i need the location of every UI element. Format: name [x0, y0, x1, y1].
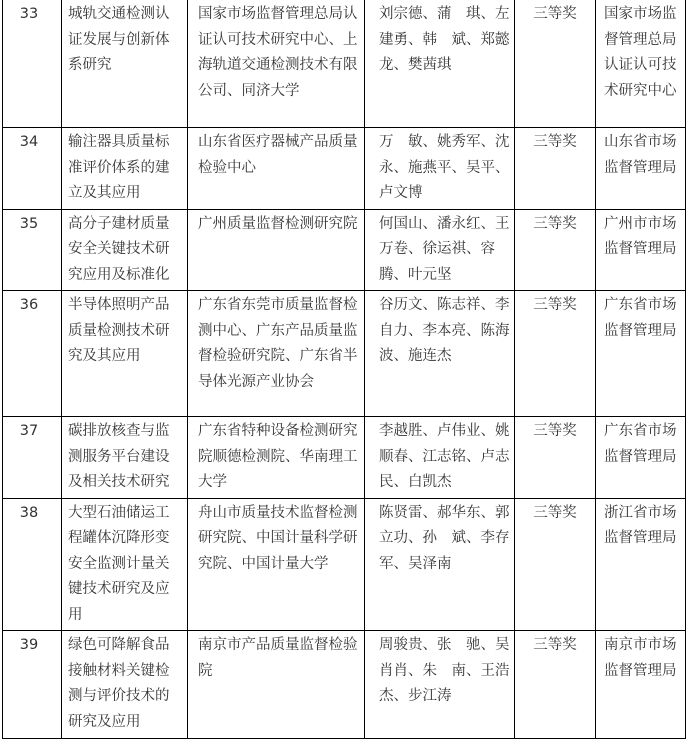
- completing-people: 陈贤雷、郝华东、郭立功、孙 斌、李存军、吴泽南: [365, 498, 515, 631]
- completing-people: 周骏贵、张 驰、吴肖肖、朱 南、王浩杰、步江涛: [365, 631, 515, 739]
- award-level: 三等奖: [515, 417, 596, 499]
- completing-people: 刘宗德、蒲 琪、左建勇、韩 斌、郑懿龙、樊茜琪: [365, 0, 515, 128]
- completing-people: 谷历文、陈志祥、李自力、李本亮、陈海波、施连杰: [365, 291, 515, 417]
- recommending-unit: 广东省市场监督管理局: [596, 417, 686, 499]
- table-row: [3, 291, 686, 417]
- table-row: [3, 128, 686, 210]
- recommending-unit: 山东省市场监督管理局: [596, 128, 686, 210]
- project-name: 绿色可降解食品接触材料关键检测与评价技术的研究及应用: [62, 631, 188, 739]
- row-number: 36: [3, 291, 62, 417]
- awards-table: [2, 0, 686, 739]
- project-name: 高分子建材质量安全关键技术研究应用及标准化: [62, 209, 188, 291]
- project-name: 大型石油储运工程罐体沉降形变安全监测计量关键技术研究及应用: [62, 498, 188, 631]
- completing-units: 舟山市质量技术监督检测研究院、中国计量科学研究院、中国计量大学: [188, 498, 365, 631]
- completing-units: 广东省特种设备检测研究院顺德检测院、华南理工大学: [188, 417, 365, 499]
- table-row: [3, 417, 686, 499]
- recommending-unit: 浙江省市场监督管理局: [596, 498, 686, 631]
- completing-people: 万 敏、姚秀军、沈永、施燕平、吴平、卢文博: [365, 128, 515, 210]
- table-row: [3, 0, 686, 128]
- row-number: 39: [3, 631, 62, 739]
- table-row: [3, 498, 686, 631]
- project-name: 城轨交通检测认证发展与创新体系研究: [62, 0, 188, 128]
- project-name: 输注器具质量标准评价体系的建立及其应用: [62, 128, 188, 210]
- table-row: [3, 209, 686, 291]
- award-level: 三等奖: [515, 0, 596, 128]
- table-row: [3, 631, 686, 739]
- row-number: 38: [3, 498, 62, 631]
- award-level: 三等奖: [515, 209, 596, 291]
- row-number: 34: [3, 128, 62, 210]
- award-level: 三等奖: [515, 498, 596, 631]
- completing-units: 广州质量监督检测研究院: [188, 209, 365, 291]
- completing-units: 国家市场监督管理总局认证认可技术研究中心、上海轨道交通检测技术有限公司、同济大学: [188, 0, 365, 128]
- award-level: 三等奖: [515, 128, 596, 210]
- row-number: 33: [3, 0, 62, 128]
- completing-people: 何国山、潘永红、王万卷、徐运祺、容 腾、叶元坚: [365, 209, 515, 291]
- row-number: 35: [3, 209, 62, 291]
- recommending-unit: 南京市市场监督管理局: [596, 631, 686, 739]
- recommending-unit: 国家市场监督管理总局认证认可技术研究中心: [596, 0, 686, 128]
- completing-people: 李越胜、卢伟业、姚顺春、江志铭、卢志民、白凯杰: [365, 417, 515, 499]
- project-name: 碳排放核查与监测服务平台建设及相关技术研究: [62, 417, 188, 499]
- recommending-unit: 广州市市场监督管理局: [596, 209, 686, 291]
- completing-units: 广东省东莞市质量监督检测中心、广东产品质量监督检验研究院、广东省半导体光源产业协会: [188, 291, 365, 417]
- completing-units: 山东省医疗器械产品质量检验中心: [188, 128, 365, 210]
- completing-units: 南京市产品质量监督检验院: [188, 631, 365, 739]
- recommending-unit: 广东省市场监督管理局: [596, 291, 686, 417]
- award-level: 三等奖: [515, 291, 596, 417]
- project-name: 半导体照明产品质量检测技术研究及其应用: [62, 291, 188, 417]
- row-number: 37: [3, 417, 62, 499]
- award-level: 三等奖: [515, 631, 596, 739]
